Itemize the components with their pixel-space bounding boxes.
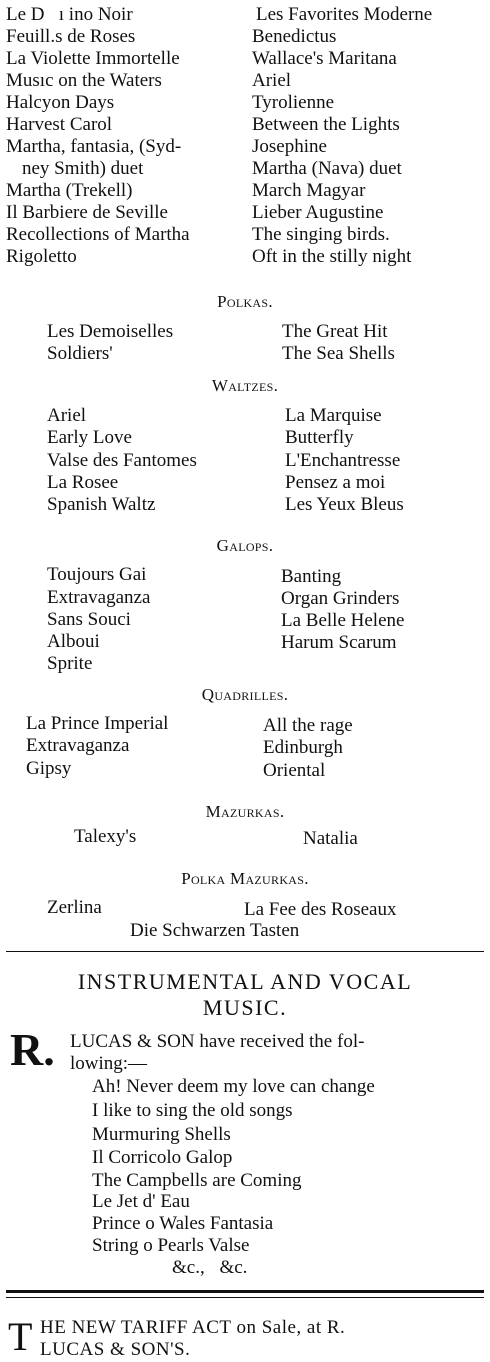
list-item: Benedictus <box>252 26 337 47</box>
list-item: Spanish Waltz <box>47 494 156 515</box>
list-item: Martha, fantasia, (Syd- <box>6 136 182 157</box>
list-item: Gipsy <box>26 758 72 779</box>
list-item: Les Demoiselles <box>47 321 174 342</box>
list-item: March Magyar <box>252 180 366 201</box>
list-item: Extravaganza <box>26 735 130 756</box>
list-item: L'Enchantresse <box>285 450 401 471</box>
list-item: Oft in the stilly night <box>252 246 412 267</box>
list-item: Il Corricolo Galop <box>92 1147 233 1168</box>
list-item: Murmuring Shells <box>92 1124 231 1145</box>
notice-text: HE NEW TARIFF ACT on Sale, at R. <box>40 1317 346 1338</box>
drop-cap: R. <box>10 1024 55 1075</box>
ad-heading: INSTRUMENTAL AND VOCAL <box>77 969 413 994</box>
list-item: Ariel <box>252 70 292 91</box>
list-item: Die Schwarzen Tasten <box>130 920 300 941</box>
list-item: Sprite <box>47 653 93 674</box>
list-item: Alboui <box>47 631 100 652</box>
list-item: Harum Scarum <box>281 632 397 653</box>
list-item: Talexy's <box>74 826 137 847</box>
list-item: La Prince Imperial <box>26 713 169 734</box>
list-item: Zerlina <box>47 897 102 918</box>
list-item: Martha (Trekell) <box>6 180 133 201</box>
ad-heading-2: MUSIC. <box>202 995 288 1020</box>
list-item: Ariel <box>47 405 87 426</box>
drop-cap: T <box>8 1314 33 1359</box>
list-item: Halcyon Days <box>6 92 115 113</box>
list-item: Between the Lights <box>252 114 400 135</box>
list-item: Pensez a moi <box>285 472 386 493</box>
divider-thick <box>6 1290 484 1293</box>
list-item: Butterfly <box>285 427 354 448</box>
list-item: ney Smith) duet <box>22 158 144 179</box>
list-item: Natalia <box>303 828 358 849</box>
list-item: Les Favorites Moderne <box>256 4 433 25</box>
list-item: La Marquise <box>285 405 382 426</box>
section-heading-polka-mazurkas: Polka Mazurkas. <box>181 869 309 888</box>
list-item: Organ Grinders <box>281 588 400 609</box>
divider <box>6 951 484 952</box>
list-item: Edinburgh <box>263 737 343 758</box>
list-item: Early Love <box>47 427 132 448</box>
list-item: String o Pearls Valse <box>92 1235 250 1256</box>
list-item: Banting <box>281 566 342 587</box>
list-item: I like to sing the old songs <box>92 1100 293 1121</box>
list-item: The Sea Shells <box>282 343 395 364</box>
list-item: Josephine <box>252 136 327 157</box>
ad-intro-2: lowing:— <box>70 1053 148 1074</box>
list-item: La Rosee <box>47 472 119 493</box>
list-item: The singing birds. <box>252 224 390 245</box>
notice-text-2: LUCAS & SON'S. <box>40 1339 191 1360</box>
list-item: Sans Souci <box>47 609 131 630</box>
list-item: Toujours Gai <box>47 564 147 585</box>
list-item: Oriental <box>263 760 326 781</box>
list-item: Les Yeux Bleus <box>285 494 404 515</box>
list-item: La Belle Helene <box>281 610 405 631</box>
list-item: The Campbells are Coming <box>92 1170 302 1191</box>
section-heading-mazurkas: Mazurkas. <box>205 802 285 821</box>
list-item: Lieber Augustine <box>252 202 384 223</box>
list-item: Musıc on the Waters <box>6 70 162 91</box>
divider <box>6 1297 484 1298</box>
list-item: Wallace's Maritana <box>252 48 397 69</box>
list-item: Rigoletto <box>6 246 77 267</box>
list-item: Martha (Nava) duet <box>252 158 402 179</box>
list-item: Soldiers' <box>47 343 113 364</box>
section-heading-waltzes: Waltzes. <box>211 376 279 395</box>
list-item: Recollections of Martha <box>6 224 190 245</box>
list-item: Ah! Never deem my love can change <box>92 1076 375 1097</box>
list-item: Le D ı ino Noir <box>6 4 133 25</box>
etc-text: &c., &c. <box>172 1257 248 1278</box>
list-item: La Violette Immortelle <box>6 48 180 69</box>
list-item: Feuill.s de Roses <box>6 26 136 47</box>
list-item: The Great Hit <box>282 321 388 342</box>
section-heading-polkas: Polkas. <box>217 292 273 311</box>
section-heading-quadrilles: Quadrilles. <box>201 685 289 704</box>
list-item: Le Jet d' Eau <box>92 1191 190 1212</box>
list-item: Harvest Carol <box>6 114 113 135</box>
list-item: La Fee des Roseaux <box>244 899 397 920</box>
section-heading-galops: Galops. <box>216 536 274 555</box>
ad-intro: LUCAS & SON have received the fol- <box>70 1031 365 1052</box>
list-item: Extravaganza <box>47 587 151 608</box>
list-item: Il Barbiere de Seville <box>6 202 168 223</box>
list-item: Tyrolienne <box>252 92 335 113</box>
list-item: Valse des Fantomes <box>47 450 197 471</box>
list-item: Prince o Wales Fantasia <box>92 1213 274 1234</box>
list-item: All the rage <box>263 715 353 736</box>
